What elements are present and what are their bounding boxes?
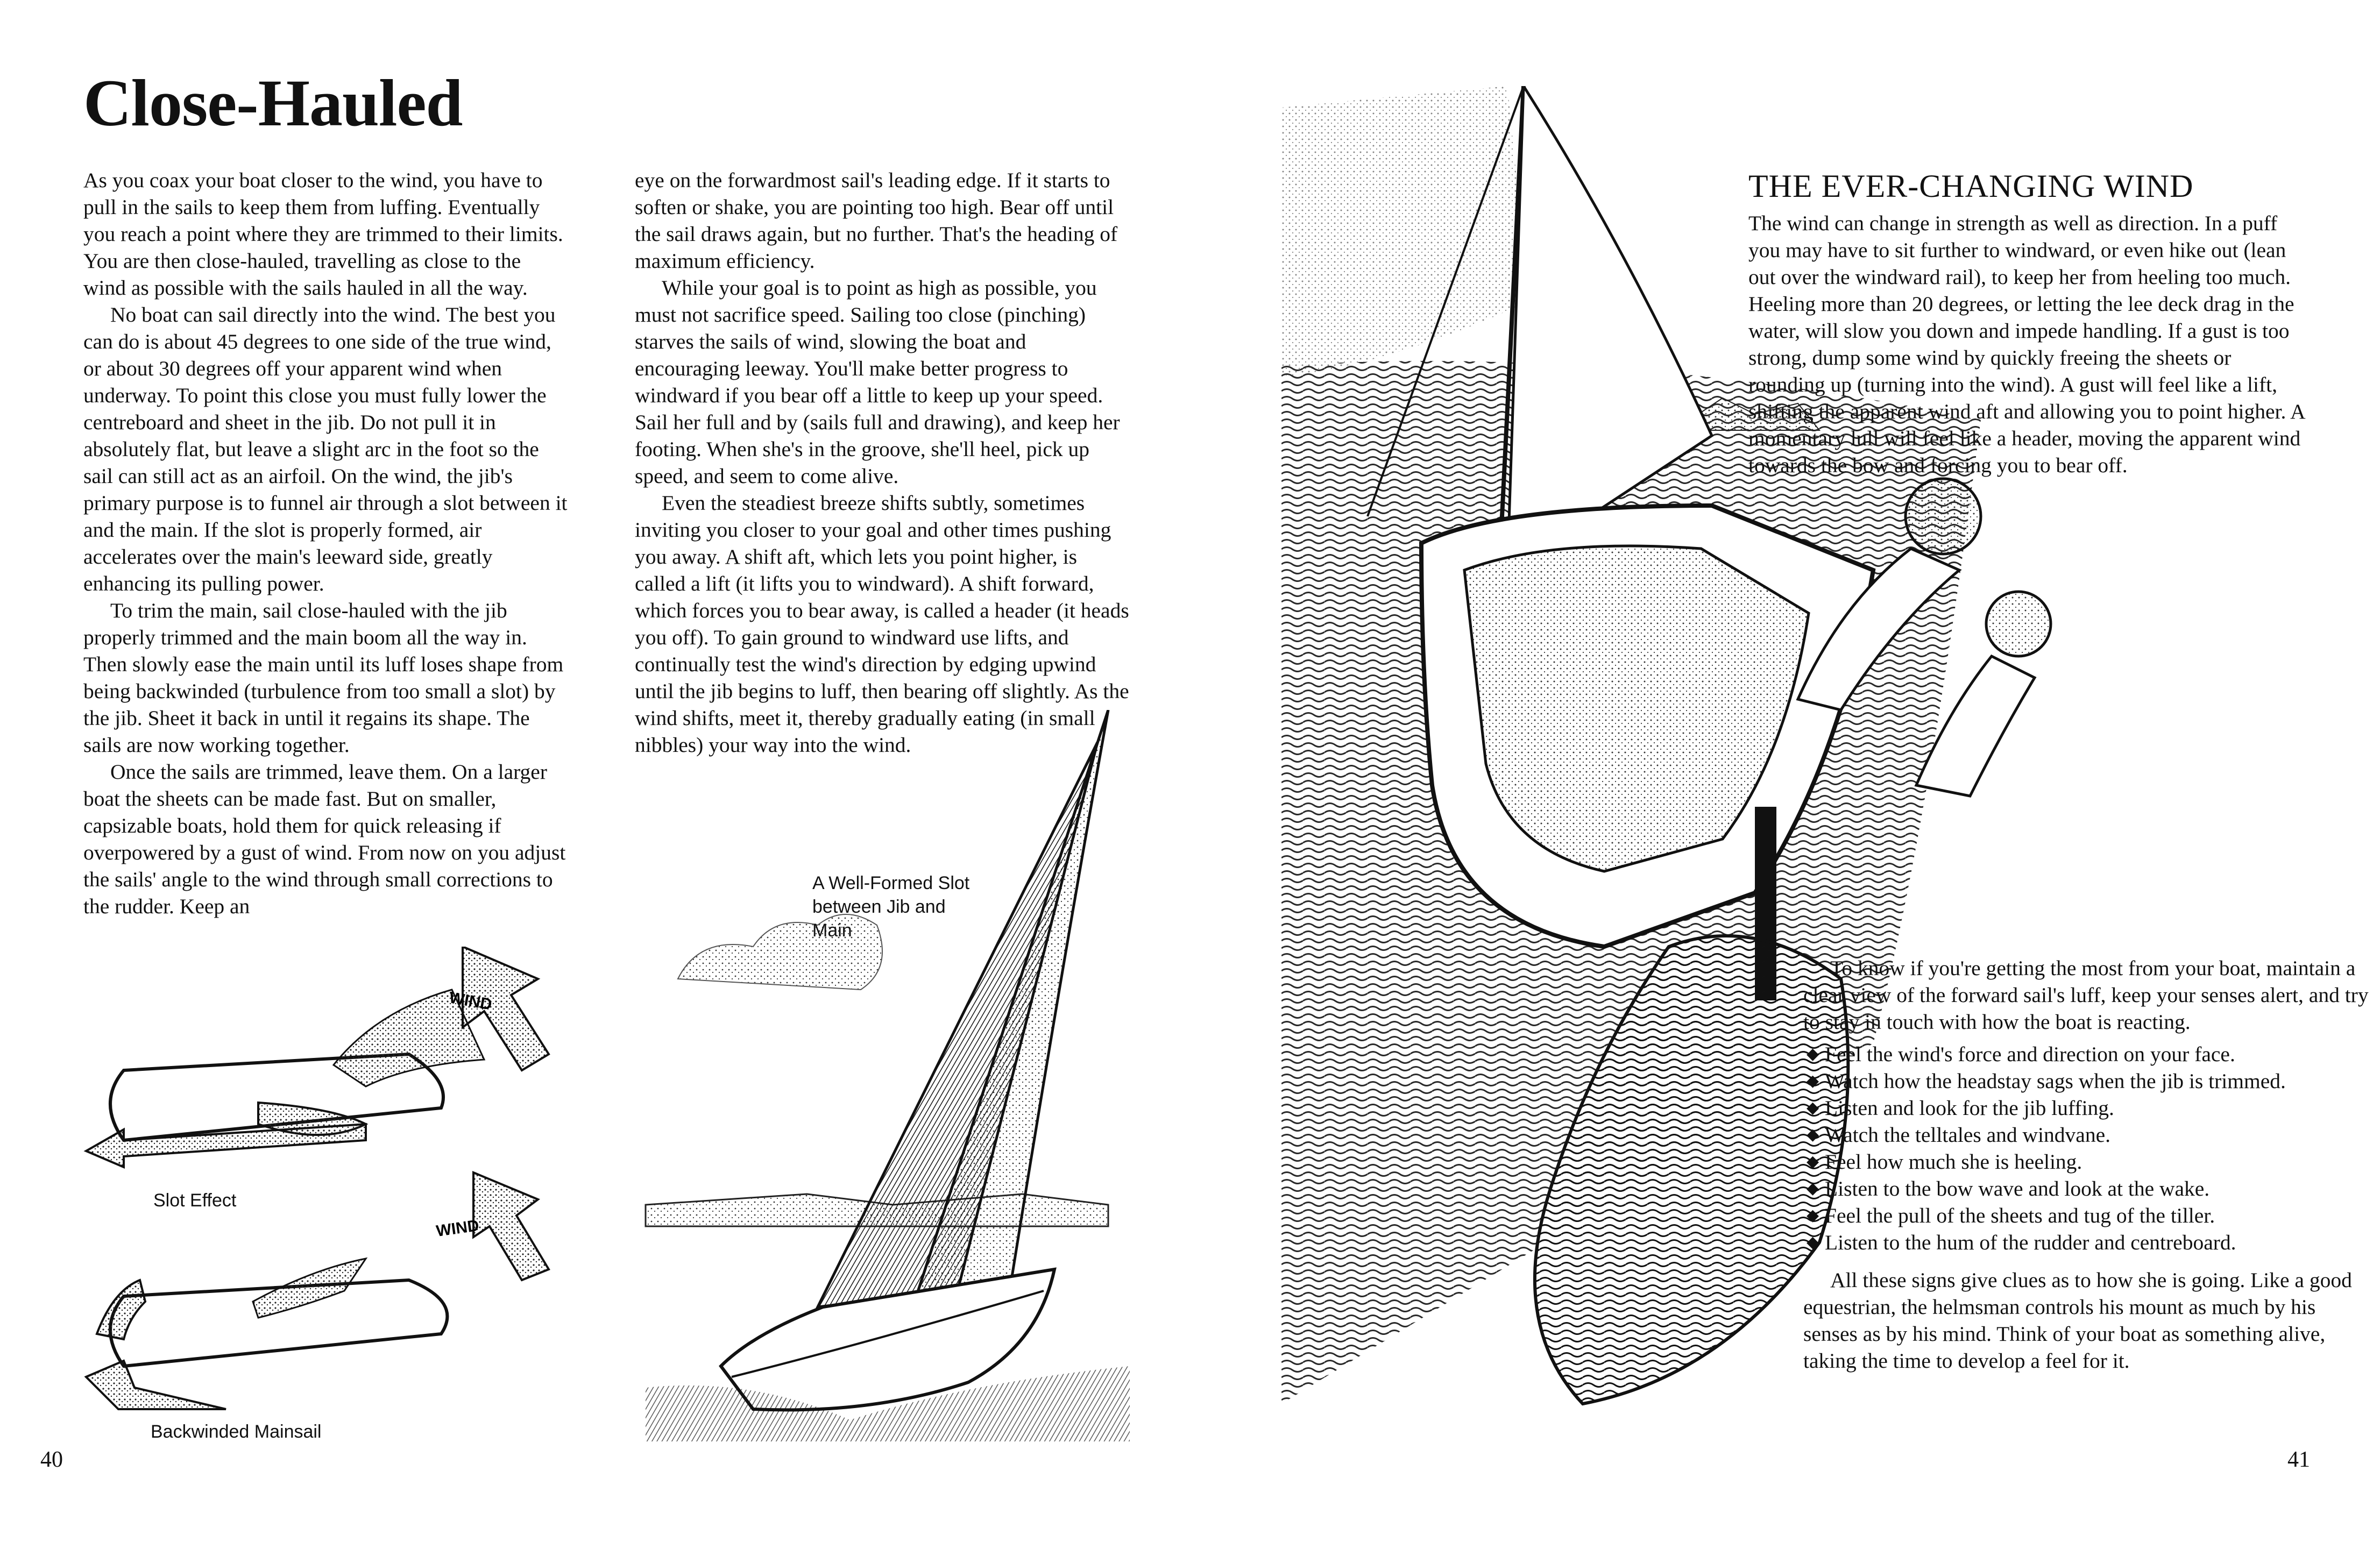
list-item: ◆ Feel the pull of the sheets and tug of the tiller.	[1803, 1202, 2374, 1229]
list-item: ◆ Listen and look for the jib luffing.	[1803, 1095, 2374, 1121]
sailboat-illustration	[592, 710, 1184, 1441]
wind-label: WIND	[448, 989, 493, 1014]
list-item: ◆ Listen to the bow wave and look at the wake.	[1803, 1175, 2374, 1202]
paragraph: Even the steadiest breeze shifts subtly, sometimes inviting you closer to your goal and other times pushing you away. A shift aft, which lets you point higher, is called a lift (it lifts you to windward). A shift forward, which forces you to bear away, is called a header (it heads you off). To gain ground to windward use lifts, and continually test the wind's direction by edging upwind until the jib begins to luff, then bearing off slightly. As the wind shifts, meet it, thereby gradually eating (in small nibbles) your way into the wind.	[635, 491, 1129, 757]
sidebar-text	[1748, 210, 2308, 479]
checklist	[1803, 1041, 2374, 1256]
right-page	[1190, 0, 2380, 1549]
diamond-bullet-icon: ◆	[1807, 1206, 1819, 1224]
text-column-2	[635, 167, 1130, 758]
slot-effect-caption: Slot Effect	[153, 1190, 237, 1211]
wind-label: WIND	[435, 1217, 480, 1240]
diamond-bullet-icon: ◆	[1807, 1179, 1819, 1197]
diamond-bullet-icon: ◆	[1807, 1045, 1819, 1063]
list-item: ◆ Feel the wind's force and direction on your face.	[1803, 1041, 2374, 1068]
text-column-3	[1803, 955, 2374, 1380]
page-number: 40	[40, 1447, 63, 1472]
paragraph: To trim the main, sail close-hauled with the jib properly trimmed and the main boom all the way in. Then slowly ease the main until its luff loses shape from being backwinded (turbulence from too small a slot) by the jib. Sheet it back in until it regains its shape. The sails are now working together.	[83, 599, 564, 757]
paragraph: Once the sails are trimmed, leave them. On a larger boat the sheets can be made fast. But on smaller, capsizable boats, hold them for quick releasing if overpowered by a gust of wind. From now on you adjust the sails' angle to the wind through small corrections to the rudder. Keep an	[83, 760, 566, 918]
paragraph: eye on the forwardmost sail's leading edge. If it starts to soften or shake, you are pointing too high. Bear off until the sail draws again, but no further. That's the heading of maximum efficiency.	[635, 168, 1118, 273]
backwinded-caption: Backwinded Mainsail	[151, 1422, 322, 1442]
slot-effect-illustration	[65, 947, 592, 1420]
sidebar-heading: THE EVER-CHANGING WIND	[1748, 168, 2194, 204]
text-column-1	[83, 167, 568, 920]
page-title: Close-Hauled	[83, 66, 463, 140]
page-number: 41	[2287, 1447, 2310, 1472]
list-item: ◆ Watch the telltales and windvane.	[1803, 1121, 2374, 1148]
paragraph: While your goal is to point as high as possible, you must not sacrifice speed. Sailing too close (pinching) starves the sails of wind, slowing the boat and encouraging leeway. You'll make better progress to windward if you bear off a little to keep up your speed. Sail her full and by (sails full and drawing), and keep her footing. When she's in the groove, she'll heel, pick up speed, and seem to come alive.	[635, 276, 1120, 488]
slot-caption: A Well-Formed Slot between Jib and Main	[812, 873, 970, 941]
diamond-bullet-icon: ◆	[1807, 1153, 1819, 1170]
intro-paragraph: To know if you're getting the most from your boat, maintain a clear view of the forward sail's luff, keep your senses alert, and try to stay in touch with how the boat is reacting.	[1803, 956, 2369, 1034]
list-item: ◆ Feel how much she is heeling.	[1803, 1148, 2374, 1175]
paragraph: No boat can sail directly into the wind. The best you can do is about 45 degrees to one side of the true wind, or about 30 degrees off your apparent wind when underway. To point this close you must fully lower the centreboard and sheet in the jib. Do not pull it in absolutely flat, but leave a slight arc in the foot so the sail can still act as an airfoil. On the wind, the jib's primary purpose is to funnel air through a slot between it and the main. If the slot is properly formed, air accelerates over the main's leeward side, greatly enhancing its pulling power.	[83, 303, 568, 595]
diamond-bullet-icon: ◆	[1807, 1072, 1819, 1090]
diamond-bullet-icon: ◆	[1807, 1099, 1819, 1117]
paragraph: As you coax your boat closer to the wind, you have to pull in the sails to keep them from luffing. Eventually you reach a point where they are trimmed to their limits. You are then close-hauled, travelling as close to the wind as possible with the sails hauled in all the way.	[83, 168, 563, 300]
list-item: ◆ Listen to the hum of the rudder and centreboard.	[1803, 1229, 2374, 1256]
diamond-bullet-icon: ◆	[1807, 1126, 1819, 1143]
diamond-bullet-icon: ◆	[1807, 1233, 1819, 1251]
list-item: ◆ Watch how the headstay sags when the jib is trimmed.	[1803, 1068, 2374, 1095]
closing-paragraph: All these signs give clues as to how she is going. Like a good equestrian, the helmsman controls his mount as much by his senses as by his mind. Think of your boat as something alive, taking the time to develop a feel for it.	[1803, 1268, 2352, 1373]
paragraph: The wind can change in strength as well as direction. In a puff you may have to sit further to windward, or even hike out (lean out over the windward rail), to keep her from heeling too much. Heeling more than 20 degrees, or letting the lee deck drag in the water, will slow you down and impede handling. If a gust is too strong, dump some wind by quickly freeing the sheets or rounding up (turning into the wind). A gust will feel like a lift, shifting the apparent wind aft and allowing you to point higher. A momentary lull will feel like a header, moving the apparent wind towards the bow and forcing you to bear off.	[1748, 211, 2305, 477]
